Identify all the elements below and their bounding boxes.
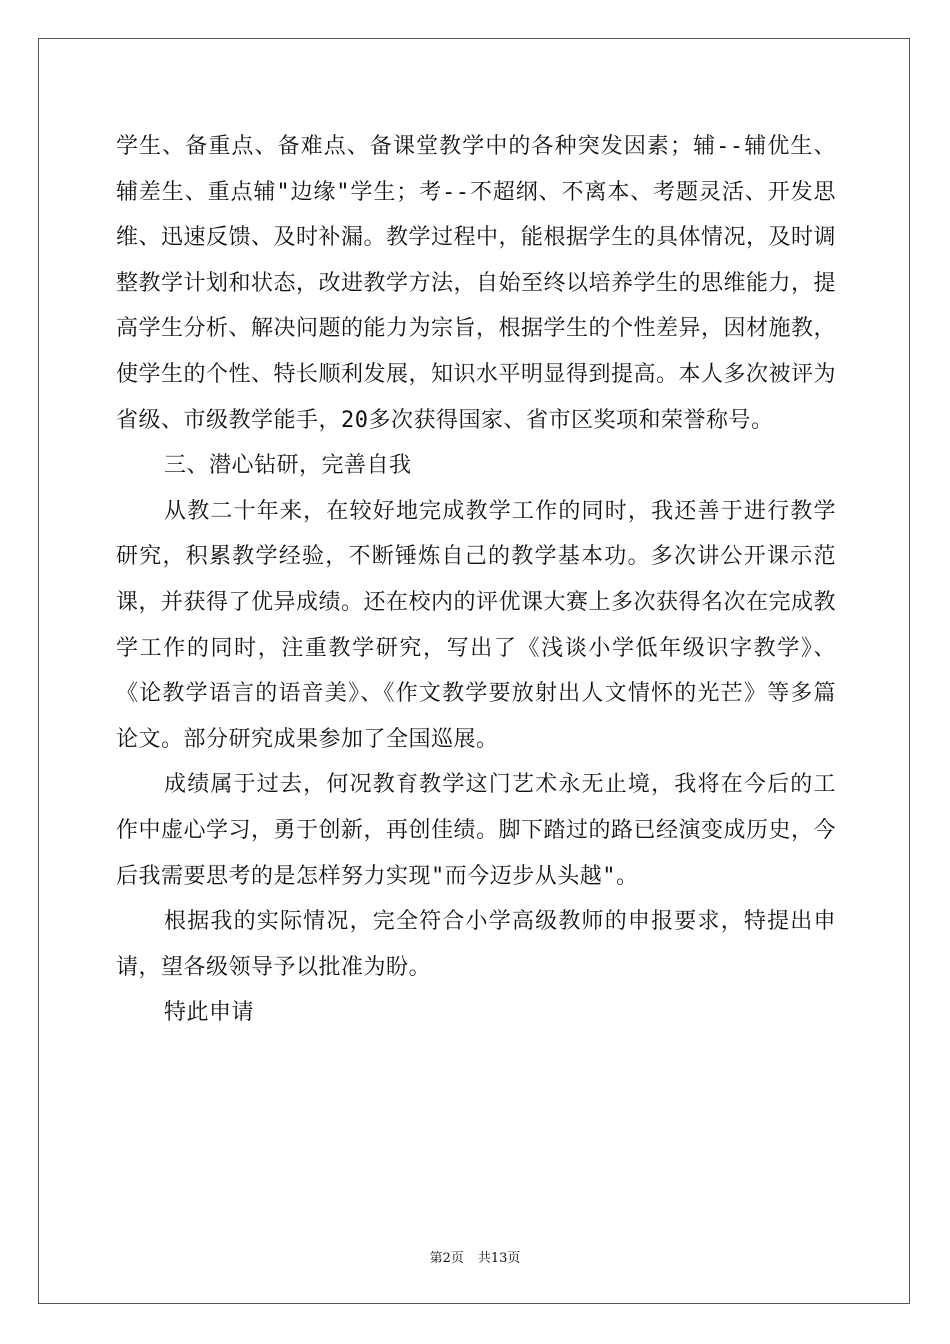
page-footer <box>0 1247 950 1266</box>
paragraph-1: 学生、备重点、备难点、备课堂教学中的各种突发因素；辅--辅优生、辅差生、重点辅"边缘"学生；考--不超纲、不离本、考题灵活、开发思维、迅速反馈、及时补漏。教学过程中，能根据学生的具体情况，及时调整教学计划和状态，改进教学方法，自始至终以培养学生的思维能力，提高学生分析、解决问题的能力为宗旨，根据学生的个性差异，因材施教，使学生的个性、特长顺利发展，知识水平明显得到提高。本人多次被评为省级、市级教学能手，20多次获得国家、省市区奖项和荣誉称号。 <box>116 134 837 433</box>
paragraph-2: 从教二十年来，在较好地完成教学工作的同时，我还善于进行教学研究，积累教学经验，不断锤炼自己的教学基本功。多次讲公开课示范课，并获得了优异成绩。还在校内的评优课大赛上多次获得名次在完成教学工作的同时，注重教学研究，写出了《浅谈小学低年级识字教学》、《论教学语言的语音美》、《作文教学要放射出人文情怀的光芒》等多篇论文。部分研究成果参加了全国巡展。 <box>116 498 837 752</box>
section-heading: 三、潜心钻研，完善自我 <box>164 453 412 479</box>
paragraph-4: 根据我的实际情况，完全符合小学高级教师的申报要求，特提出申请，望各级领导予以批准为盼。 <box>116 909 836 980</box>
page-number: 第2页 <box>429 1251 464 1266</box>
page-total: 共13页 <box>477 1251 521 1266</box>
document-body <box>116 124 836 1036</box>
closing-line: 特此申请 <box>164 1000 255 1026</box>
paragraph-3: 成绩属于过去，何况教育教学这门艺术永无止境，我将在今后的工作中虚心学习，勇于创新，再创佳绩。脚下踏过的路已经演变成历史，今后我需要思考的是怎样努力实现"而今迈步从头越"。 <box>116 772 837 889</box>
